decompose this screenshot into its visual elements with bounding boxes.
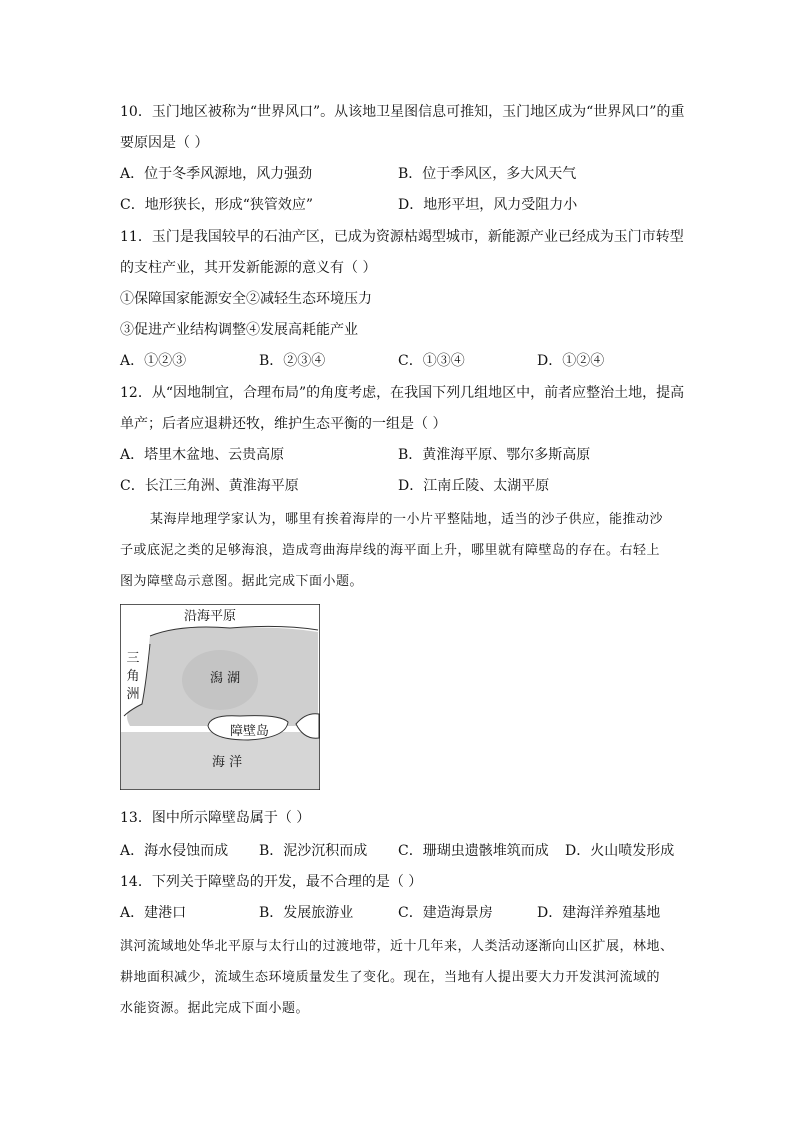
q11-option-b: B．②③④: [259, 353, 326, 369]
q10-option-a: A．位于冬季风源地，风力强劲: [120, 166, 313, 182]
q11-option-c: C．①③④: [398, 353, 465, 369]
q11-item-line-1: ①保障国家能源安全②减轻生态环境压力: [120, 291, 372, 307]
q14-option-a: A．建港口: [120, 905, 187, 921]
barrier-island-map: [120, 604, 320, 790]
q10-stem-line-2: 要原因是（ ）: [120, 135, 209, 151]
coastal-plain-label: 沿海平原: [184, 609, 237, 624]
q11-option-d: D．①②④: [537, 353, 605, 369]
q13-option-d: D．火山喷发形成: [565, 843, 675, 859]
passage-2-line-3: 水能资源。据此完成下面小题。: [120, 1001, 310, 1016]
q12-option-d: D．江南丘陵、太湖平原: [398, 478, 550, 494]
delta-label-1: 三: [126, 651, 140, 666]
passage-2-line-2: 耕地面积减少，流域生态环境质量发生了变化。现在，当地有人提出要大力开发淇河流域的: [120, 970, 661, 985]
q13-stem: 13．图中所示障壁岛属于（ ）: [120, 810, 311, 826]
q10-option-d: D．地形平坦，风力受阻力小: [398, 197, 578, 213]
q11-option-a: A．①②③: [120, 353, 187, 369]
q11-stem-line-2: 的支柱产业，其开发新能源的意义有（ ）: [120, 260, 377, 276]
passage-1-line-3: 图为障壁岛示意图。据此完成下面小题。: [120, 574, 364, 589]
delta-label-2: 角: [126, 669, 140, 684]
ocean-label: 海 洋: [212, 755, 243, 770]
q12-option-a: A．塔里木盆地、云贵高原: [120, 447, 285, 463]
q13-option-c: C．珊瑚虫遗骸堆筑而成: [398, 843, 549, 859]
passage-1-line-2: 子或底泥之类的足够海浪，造成弯曲海岸线的海平面上升，哪里就有障壁岛的存在。右轻上: [120, 543, 661, 558]
q14-stem: 14．下列关于障壁岛的开发，最不合理的是（ ）: [120, 874, 423, 890]
q11-item-line-2: ③促进产业结构调整④发展高耗能产业: [120, 322, 358, 338]
q14-option-c: C．建造海景房: [398, 905, 493, 921]
q10-option-b: B．位于季风区，多大风天气: [398, 166, 577, 182]
q13-option-b: B．泥沙沉积而成: [259, 843, 368, 859]
passage-1-line-1: 某海岸地理学家认为，哪里有挨着海岸的一小片平整陆地，适当的沙子供应，能推动沙: [150, 512, 664, 527]
q12-option-b: B．黄淮海平原、鄂尔多斯高原: [398, 447, 591, 463]
q14-option-d: D．建海洋养殖基地: [537, 905, 661, 921]
q14-option-b: B．发展旅游业: [259, 905, 354, 921]
q12-stem-line-1: 12．从“因地制宜，合理布局”的角度考虑，在我国下列几组地区中，前者应整治土地，提高: [120, 385, 685, 401]
q12-stem-line-2: 单产；后者应退耕还牧，维护生态平衡的一组是（ ）: [120, 416, 447, 432]
q12-option-c: C．长江三角洲、黄淮海平原: [120, 478, 299, 494]
q10-option-c: C．地形狭长，形成“狭管效应”: [120, 197, 314, 213]
passage-2-line-1: 淇河流域地处华北平原与太行山的过渡地带，近十几年来，人类活动逐渐向山区扩展，林地、: [120, 939, 674, 954]
q10-stem-line-1: 10．玉门地区被称为“世界风口”。从该地卫星图信息可推知，玉门地区成为“世界风口”的重: [120, 104, 685, 120]
q11-stem-line-1: 11．玉门是我国较早的石油产区，已成为资源枯竭型城市，新能源产业已经成为玉门市转型: [120, 229, 684, 245]
lagoon-label: 潟 湖: [210, 671, 241, 686]
delta-label-3: 洲: [126, 687, 140, 702]
q13-option-a: A．海水侵蚀而成: [120, 843, 229, 859]
barrier-island-label: 障壁岛: [230, 724, 270, 739]
